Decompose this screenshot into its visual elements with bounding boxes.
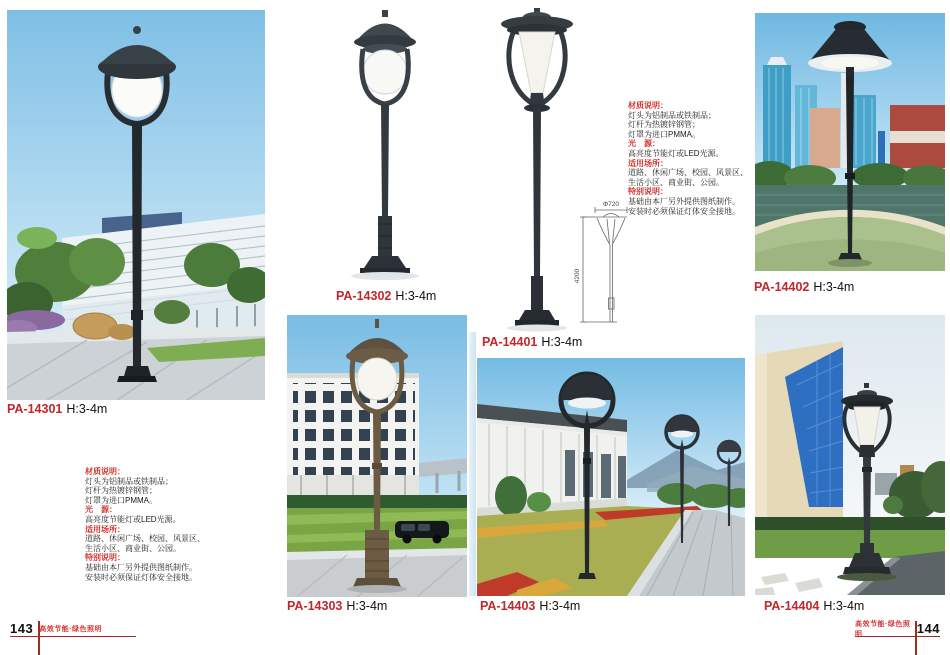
label-pa14402: [754, 280, 854, 294]
spec-line: 材质说明：: [85, 467, 125, 476]
scene-pa14301: [7, 10, 265, 400]
scene-pa14401: [487, 8, 587, 332]
product-photo-pa14303: [287, 315, 467, 597]
scene-pa14303: [287, 315, 467, 597]
diagram-drawing: [573, 198, 641, 336]
spec-line: 高亮度节能灯或LED光源。: [628, 148, 724, 158]
product-spec: H:3-4m: [66, 402, 108, 416]
product-code: PA-14301: [7, 402, 63, 416]
product-code: PA-14303: [287, 599, 343, 613]
spec-line: 安装时必须保证灯体安全接地。: [628, 206, 740, 216]
product-code: PA-14402: [754, 280, 810, 294]
scene-pa14302: [330, 8, 440, 286]
spec-line: 生活小区、商业街、公园。: [628, 177, 724, 187]
product-render-pa14302: [330, 8, 440, 286]
lamp-pa14302: [351, 10, 419, 280]
dimension-diagram-pa14401: [573, 198, 641, 336]
spec-line: 光 源：: [628, 139, 660, 149]
product-spec: H:3-4m: [395, 289, 437, 303]
label-pa14403: [480, 599, 580, 613]
product-photo-pa14404: [755, 315, 945, 595]
spec-line: 灯头为铝制品或铁制品；: [85, 476, 173, 486]
spec-line: 道路、休闲广场、校园、风景区、: [628, 168, 748, 178]
product-spec: H:3-4m: [823, 599, 865, 613]
spec-line: 特别说明：: [85, 553, 125, 563]
product-photo-pa14403: [477, 358, 745, 596]
scene-pa14402: [755, 13, 945, 271]
product-spec: H:3-4m: [539, 599, 581, 613]
spec-line: 基础由本厂另外提供图纸制作。: [628, 196, 740, 206]
footer-divider-left: [38, 621, 40, 655]
spec-line: 灯罩为进口PMMA。: [628, 129, 700, 139]
footer-divider-right: [915, 621, 917, 655]
spec-line: 灯杆为热镀锌钢管；: [628, 120, 700, 130]
scene-pa14403: [477, 358, 745, 596]
product-spec: H:3-4m: [346, 599, 388, 613]
lamp-pa14401: [501, 8, 573, 332]
spec-line: 高亮度节能灯或LED光源。: [85, 514, 181, 524]
spec-block-left: [85, 467, 205, 582]
diagram-diameter-label: Φ720: [602, 201, 620, 208]
spec-line: 灯杆为热镀锌钢管；: [85, 486, 157, 496]
spec-line: 灯头为铝制品或铁制品；: [628, 110, 716, 120]
spec-line: 光 源：: [85, 505, 117, 515]
product-code: PA-14403: [480, 599, 536, 613]
product-spec: H:3-4m: [541, 335, 583, 349]
footer-motto-left: 高效节能·绿色照明: [39, 625, 103, 633]
product-spec: H:3-4m: [813, 280, 855, 294]
label-pa14401: [482, 335, 582, 349]
spec-line: 生活小区、商业街、公园。: [85, 543, 181, 553]
label-pa14301: [7, 402, 107, 416]
scene-pa14404: [755, 315, 945, 595]
spec-line: 道路、休闲广场、校园、风景区、: [85, 534, 205, 544]
product-code: PA-14302: [336, 289, 392, 303]
product-render-pa14401: [487, 8, 587, 332]
product-code: PA-14401: [482, 335, 538, 349]
spec-line: 基础由本厂另外提供图纸制作。: [85, 562, 197, 572]
spec-line: 特别说明：: [628, 187, 668, 197]
product-photo-pa14301: [7, 10, 265, 400]
spec-line: 适用场所：: [85, 524, 125, 534]
footer-right: [855, 621, 940, 637]
product-photo-pa14402: [755, 13, 945, 271]
diagram-height-label: 4200: [574, 268, 581, 284]
spec-line: 适用场所：: [628, 158, 668, 168]
label-pa14303: [287, 599, 387, 613]
page-gutter: [469, 332, 476, 596]
spec-line: 材质说明：: [628, 101, 668, 110]
spec-block-right: [628, 101, 748, 216]
product-code: PA-14404: [764, 599, 820, 613]
page-number-right: 144: [916, 621, 940, 636]
label-pa14302: [336, 289, 436, 303]
footer-motto-right: 高效节能·绿色照明: [855, 620, 911, 638]
spec-line: 灯罩为进口PMMA。: [85, 495, 157, 505]
page-number-left: 143: [10, 621, 34, 636]
footer-left: [10, 621, 136, 637]
spec-line: 安装时必须保证灯体安全接地。: [85, 572, 197, 582]
label-pa14404: [764, 599, 864, 613]
